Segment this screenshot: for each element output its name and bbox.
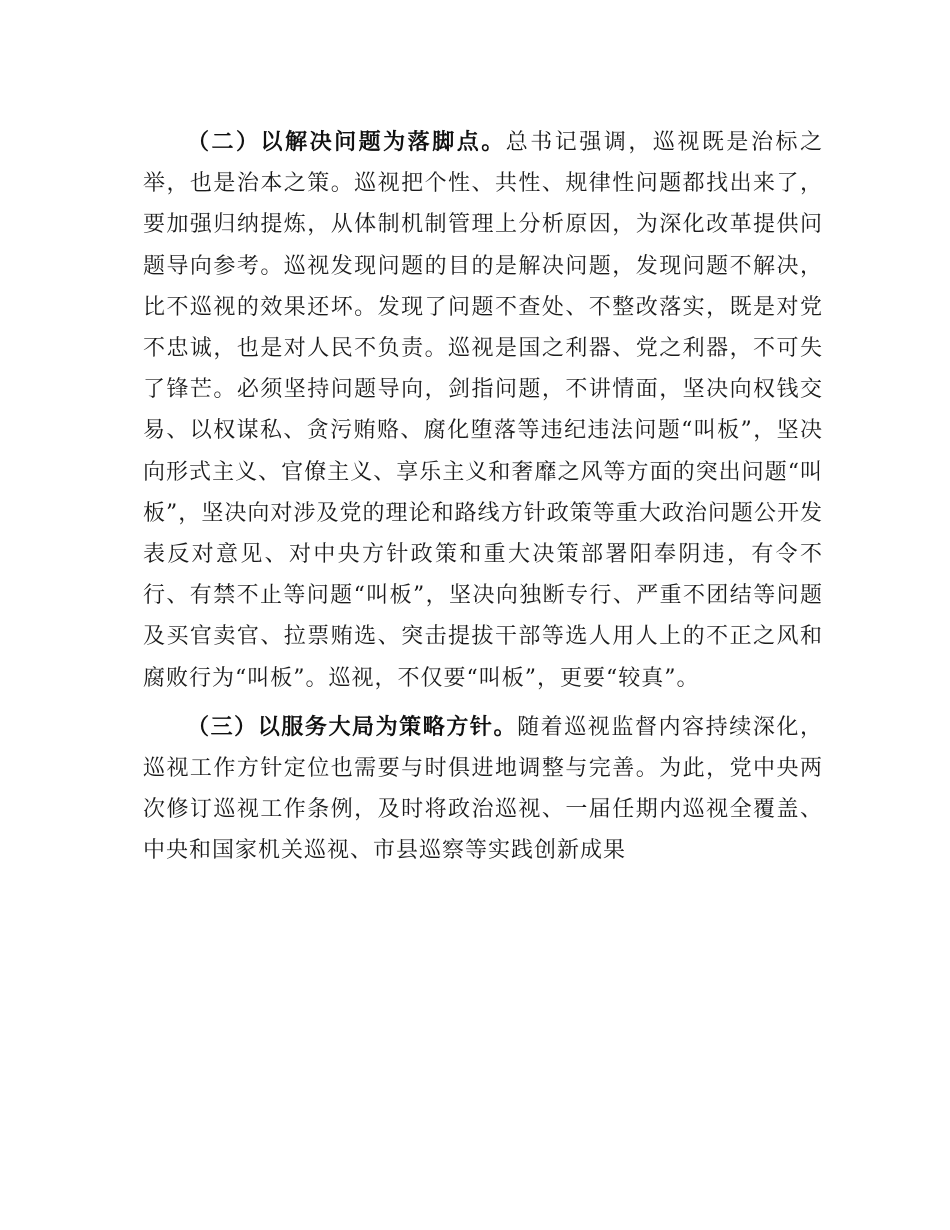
- document-body: [143, 122, 823, 872]
- paragraph-text: 总书记强调，巡视既是治标之举，也是治本之策。巡视把个性、共性、规律性问题都找出来了，要加强归纳提炼，从体制机制管理上分析原因，为深化改革提供问题导向参考。巡视发现问题的目的是解决问题，发现问题不解决，比不巡视的效果还坏。发现了问题不查处、不整改落实，既是对党不忠诚，也是对人民不负责。巡视是国之利器、党之利器，不可失了锋芒。必须坚持问题导向，剑指问题，不讲情面，坚决向权钱交易、以权谋私、贪污贿赂、腐化堕落等违纪违法问题“叫板”，坚决向形式主义、官僚主义、享乐主义和奢靡之风等方面的突出问题“叫板”，坚决向对涉及党的理论和路线方针政策等重大政治问题公开发表反对意见、对中央方针政策和重大决策部署阳奉阴违，有令不行、有禁不止等问题“叫板”，坚决向独断专行、严重不团结等问题及买官卖官、拉票贿选、突击提拔干部等选人用人上的不正之风和腐败行为“叫板”。巡视，不仅要“叫板”，更要“较真”。: [143, 130, 823, 691]
- paragraph-text: 随着巡视监督内容持续深化，巡视工作方针定位也需要与时俱进地调整与完善。为此，党中央两次修订巡视工作条例，及时将政治巡视、一届任期内巡视全覆盖、中央和国家机关巡视、市县巡察等实践创新成果: [143, 714, 823, 864]
- paragraph-problem-solving: [143, 122, 823, 699]
- paragraph-heading: （三）以服务大局为策略方针。: [187, 714, 518, 740]
- paragraph-serving-overall: [143, 707, 823, 872]
- paragraph-heading: （二）以解决问题为落脚点。: [187, 130, 506, 155]
